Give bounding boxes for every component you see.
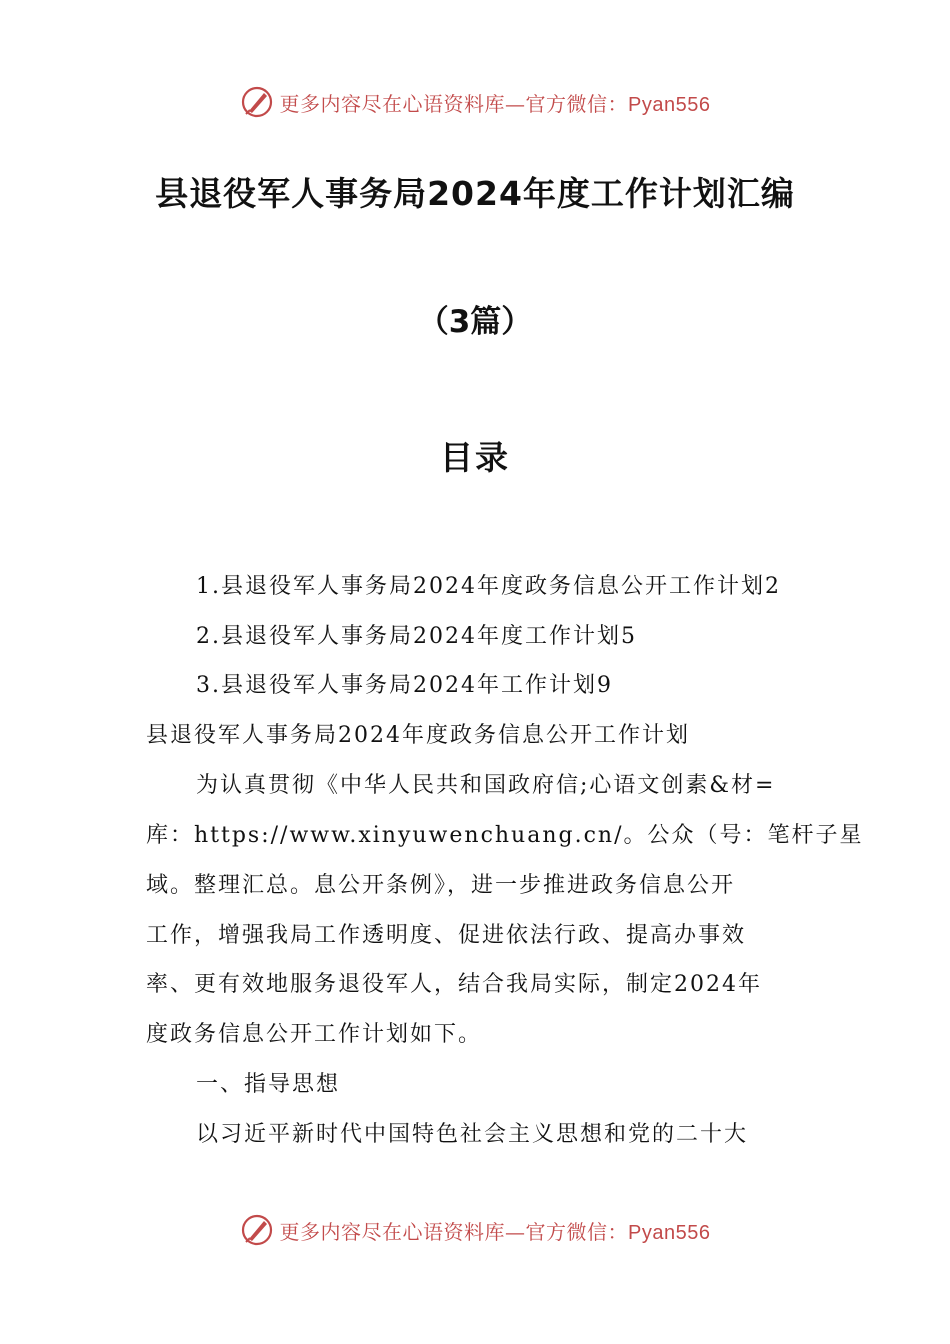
body-line-3: 域。整理汇总。息公开条例》，进一步推进政务信息公开 (146, 873, 736, 898)
body-line-2: 库：https://www.xinyuwenchuang.cn/。公众（号：笔杆子星 (146, 823, 864, 848)
quill-pen-icon (240, 1213, 274, 1247)
toc-heading: 目录 (440, 438, 510, 477)
toc-item-3: 3.县退役军人事务局2024年工作计划9 (196, 673, 613, 698)
watermark-text: 更多内容尽在心语资料库—官方微信：Pyan556 (279, 1219, 711, 1244)
body-line-7: 以习近平新时代中国特色社会主义思想和党的二十大 (196, 1122, 749, 1147)
body-line-4: 工作，增强我局工作透明度、促进依法行政、提高办事效 (146, 923, 747, 948)
section-title: 县退役军人事务局2024年度政务信息公开工作计划 (146, 723, 690, 748)
watermark-id: Pyan556 (628, 93, 711, 116)
document-title: 县退役军人事务局2024年度工作计划汇编 (155, 174, 795, 213)
body-line-5: 率、更有效地服务退役军人，结合我局实际，制定2024年 (146, 972, 762, 997)
watermark-banner-bottom (0, 1210, 950, 1250)
toc-item-1: 1.县退役军人事务局2024年度政务信息公开工作计划2 (196, 574, 781, 599)
body-line-6: 度政务信息公开工作计划如下。 (146, 1022, 483, 1047)
watermark-banner-top (0, 82, 950, 122)
document-subtitle: （3篇） (417, 304, 533, 340)
quill-pen-icon (240, 85, 274, 119)
watermark-text: 更多内容尽在心语资料库—官方微信：Pyan556 (279, 91, 711, 116)
toc-item-2: 2.县退役军人事务局2024年度工作计划5 (196, 624, 637, 649)
body-line-1: 为认真贯彻《中华人民共和国政府信;心语文创素&材= (196, 773, 776, 798)
watermark-id: Pyan556 (628, 1221, 711, 1244)
heading-guiding-ideology: 一、指导思想 (196, 1072, 341, 1097)
